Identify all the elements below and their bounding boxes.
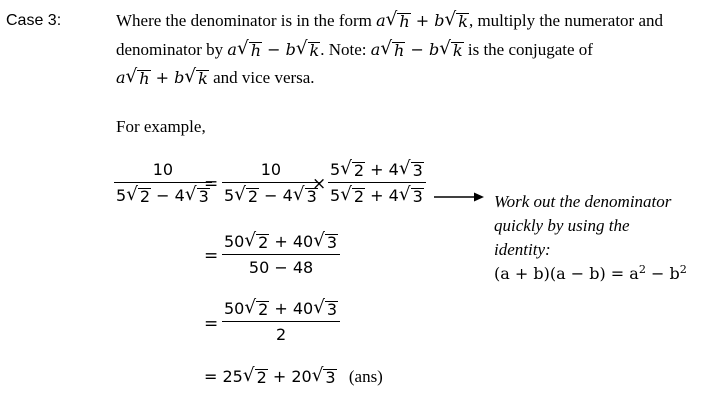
fraction-numerator: 50 √ 2 + 40 √ 3 — [224, 297, 338, 319]
fraction-denominator: 5 √ 2 − 4 √ 3 — [224, 184, 317, 206]
conjugate-sum-expression: a √ h + b √ k — [376, 9, 468, 31]
intro-line-1 — [116, 11, 663, 31]
fraction-denominator: 5 √ 2 − 4 √ 3 — [116, 184, 209, 206]
fraction-copy — [222, 160, 320, 206]
intro-text: and vice versa. — [208, 68, 315, 87]
intro-text: Where the denominator is in the form — [116, 11, 377, 30]
intro-text: . Note: — [320, 40, 371, 59]
intro-line-3 — [116, 68, 315, 88]
intro-line-2 — [116, 40, 593, 60]
fraction-numerator: 10 — [152, 160, 174, 179]
equals-sign: = — [204, 246, 219, 266]
fraction-step-3 — [222, 299, 340, 345]
fraction-bar — [222, 182, 320, 183]
conjugate-difference-expression: a √ h − b √ k — [370, 38, 463, 60]
conjugate-sum-expression: a √ h + b √ k — [116, 66, 208, 88]
identity-formula: $(a + b)(a - b) = a^2 - b^2$ — [494, 263, 687, 284]
final-expression: = 25 √ 2 + 20 √ 3 — [204, 365, 336, 387]
fraction-numerator: 5 √ 2 + 4 √ 3 — [330, 158, 423, 180]
case-label: Case 3: — [6, 12, 62, 29]
right-arrow-icon — [432, 190, 486, 204]
final-answer — [204, 367, 383, 387]
fraction-bar — [222, 254, 340, 255]
note-line-2: quickly by using the — [494, 216, 630, 235]
note-line-1: Work out the denominator — [494, 192, 672, 211]
fraction-bar — [328, 182, 426, 183]
equals-sign: = — [204, 314, 219, 334]
answer-tag: (ans) — [348, 367, 383, 386]
intro-text: denominator by — [116, 40, 228, 59]
example-label: For example, — [116, 117, 206, 136]
fraction-denominator: 5 √ 2 + 4 √ 3 — [330, 184, 423, 206]
note-line-3: identity: — [494, 240, 551, 259]
intro-text: is the conjugate of — [463, 40, 593, 59]
fraction-original — [114, 160, 212, 206]
fraction-denominator: 2 — [275, 325, 287, 344]
times-sign: × — [312, 174, 327, 194]
equals-sign: = — [204, 174, 219, 194]
intro-text: , multiply the numerator and — [468, 11, 663, 30]
fraction-numerator: 50 √ 2 + 40 √ 3 — [224, 230, 338, 252]
fraction-conjugate — [328, 160, 426, 206]
fraction-denominator: 50 − 48 — [248, 258, 314, 277]
conjugate-difference-expression: a √ h − b √ k — [227, 38, 320, 60]
fraction-numerator: 10 — [260, 160, 282, 179]
fraction-bar — [114, 182, 212, 183]
fraction-bar — [222, 321, 340, 322]
fraction-step-2 — [222, 232, 340, 278]
